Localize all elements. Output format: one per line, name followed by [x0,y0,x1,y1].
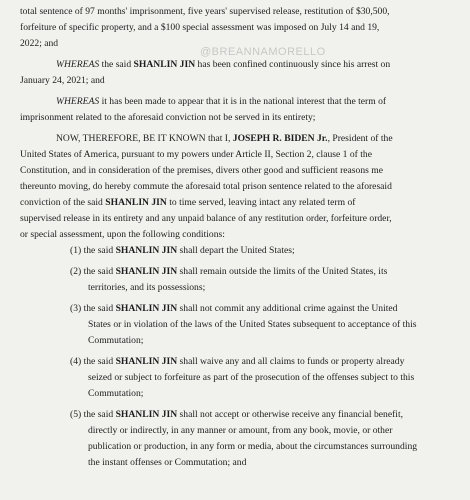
text-line: (3) the said SHANLIN JIN shall not commit any additional crime against the United [70,303,398,314]
text-line: States or in violation of the laws of the United States subsequent to acceptance of this [88,319,417,330]
condition-item [20,264,460,296]
text-line: conviction of the said SHANLIN JIN to time served, leaving intact any related term of [20,197,356,208]
text-line: NOW, THEREFORE, BE IT KNOWN that I, JOSEPH R. BIDEN Jr., President of the [56,133,393,144]
text-line: directly or indirectly, in any manner or amount, from any book, movie, or other [88,425,393,436]
text-line: 2022; and [20,38,59,49]
text-line: (1) the said SHANLIN JIN shall depart the United States; [70,245,295,256]
text-line: Commutation; [88,388,144,399]
text-line: (5) the said SHANLIN JIN shall not accept or otherwise receive any financial benefit, [70,409,404,420]
president-name: JOSEPH R. BIDEN Jr. [232,133,328,144]
text-line: thereunto moving, do hereby commute the aforesaid total prison sentence related to the aforesaid [20,181,392,192]
defendant-name: SHANLIN JIN [115,409,178,420]
text-line: seized or subject to forfeiture as part of the prosecution of the offenses subject to this [88,372,415,383]
defendant-name: SHANLIN JIN [115,303,178,314]
text-line: United States of America, pursuant to my powers under Article II, Section 2, clause 1 of the [20,149,372,160]
watermark: @BREANNAMORELLO [200,46,326,58]
text-line: Commutation; [88,335,144,346]
condition-item [20,301,460,349]
text-line: imprisonment related to the aforesaid conviction not be served in its entirety; [20,112,316,123]
text-line: total sentence of 97 months' imprisonment, five years' supervised release, restitution of $30,500, [20,6,390,17]
text-line: territories, and its possessions; [88,282,206,293]
defendant-name: SHANLIN JIN [115,245,178,256]
defendant-name: SHANLIN JIN [105,197,167,208]
text-line: (4) the said SHANLIN JIN shall waive any and all claims to funds or property already [70,356,405,367]
condition-item [20,407,460,471]
text-line: January 24, 2021; and [20,75,105,86]
text-line: (2) the said SHANLIN JIN shall remain outside the limits of the United States, its [70,266,388,277]
text-line: Constitution, and in consideration of the premises, divers other good and sufficient reasons me [20,165,383,176]
whereas-label: WHEREAS [56,59,100,70]
whereas-label: WHEREAS [56,96,100,107]
text-line: WHEREAS the said SHANLIN JIN has been confined continuously since his arrest on [56,59,391,70]
text-line: the instant offenses or Commutation; and [88,457,247,468]
text-line: WHEREAS it has been made to appear that it is in the national interest that the term of [56,96,387,107]
condition-item [20,354,460,402]
paragraph-whereas-confined [20,57,460,89]
text-line: publication or production, in any form or media, about the circumstances surrounding [88,441,418,452]
condition-item [20,243,460,259]
text-line: forfeiture of specific property, and a $100 special assessment was imposed on July 14 and 19, [20,22,380,33]
text-line: or special assessment, upon the following conditions: [20,229,225,240]
paragraph-whereas-interest [20,94,460,126]
paragraph-commutation [20,131,460,243]
defendant-name: SHANLIN JIN [115,356,178,367]
defendant-name: SHANLIN JIN [115,266,178,277]
text-line: supervised release in its entirety and any unpaid balance of any restitution order, forfeiture order, [20,213,392,224]
defendant-name: SHANLIN JIN [133,59,196,70]
conditions-list [20,243,460,471]
